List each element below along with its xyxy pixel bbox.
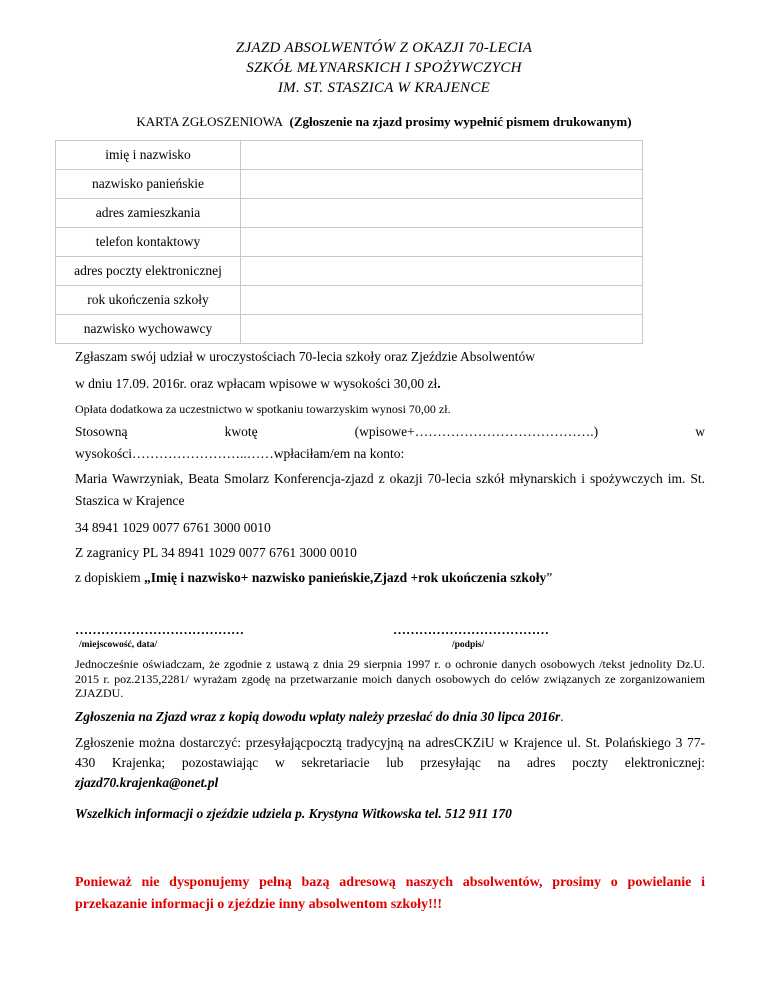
payment-note bbox=[75, 570, 705, 586]
delivery-text: Zgłoszenie można dostarczyć: przesyłającpocztą tradycyjną na adresCKZiU w Krajence ul. St. Polańskiego 3 77-430 Krajenka; pozostawiając w sekretariacie lub przesyłając na adres poczty elektronicznej: bbox=[75, 735, 705, 770]
form-field-input[interactable] bbox=[241, 286, 643, 315]
form-field-input[interactable] bbox=[241, 170, 643, 199]
form-field-input[interactable] bbox=[241, 257, 643, 286]
bank-account: 34 8941 1029 0077 6761 3000 0010 bbox=[75, 520, 271, 535]
amount-word-1: Stosowną bbox=[75, 424, 128, 439]
amount-line-2: wysokości……………………..……wpłaciłam/em na konto: bbox=[75, 446, 405, 461]
bank-account-foreign: Z zagranicy PL 34 8941 1029 0077 6761 3000 0010 bbox=[75, 545, 357, 560]
form-field-label: nazwisko panieńskie bbox=[56, 170, 241, 199]
form-title-text: KARTA ZGŁOSZENIOWA bbox=[136, 114, 283, 129]
delivery-info bbox=[75, 733, 705, 793]
payment-note-bold: „Imię i nazwisko+ nazwisko panieńskie,Zjazd +rok ukończenia szkoły bbox=[144, 570, 547, 585]
payment-note-suffix: ” bbox=[546, 570, 553, 585]
form-field-input[interactable] bbox=[241, 228, 643, 257]
declaration-period: . bbox=[437, 376, 441, 391]
header-line-2: SZKÓŁ MŁYNARSKICH I SPOŻYWCZYCH bbox=[246, 60, 522, 76]
amount-word-2: kwotę bbox=[224, 424, 258, 439]
form-field-input[interactable] bbox=[241, 315, 643, 344]
declaration-line-2 bbox=[75, 376, 705, 392]
header-line-3: IM. ST. STASZICA W KRAJENCE bbox=[277, 80, 491, 96]
deadline-period: . bbox=[560, 709, 564, 724]
form-field-label: adres zamieszkania bbox=[56, 199, 241, 228]
form-field-label: telefon kontaktowy bbox=[56, 228, 241, 257]
form-title bbox=[0, 114, 768, 130]
contact-email[interactable]: zjazd70.krajenka@onet.pl bbox=[75, 775, 219, 790]
form-row bbox=[56, 228, 643, 257]
amount-line-1 bbox=[75, 424, 705, 440]
amount-word-3: (wpisowe+………………………………….) bbox=[354, 424, 599, 439]
place-date-field[interactable]: ………………………………… bbox=[75, 622, 244, 637]
form-field-label: imię i nazwisko bbox=[56, 141, 241, 170]
form-title-note: (Zgłoszenie na zjazd prosimy wypełnić pismem drukowanym) bbox=[289, 114, 632, 129]
declaration-line-2-text: w dniu 17.09. 2016r. oraz wpłacam wpisowe w wysokości 30,00 zł bbox=[75, 376, 438, 391]
registration-table bbox=[55, 140, 643, 344]
payment-note-prefix: z dopiskiem bbox=[75, 570, 144, 585]
place-date-caption: /miejscowość, data/ bbox=[79, 640, 158, 650]
form-row bbox=[56, 286, 643, 315]
recipient: Maria Wawrzyniak, Beata Smolarz Konferencja-zjazd z okazji 70-lecia szkół młynarskich i spożywczych im. St. Staszica w Krajence bbox=[75, 471, 705, 508]
form-field-label: nazwisko wychowawcy bbox=[56, 315, 241, 344]
header-line-1: ZJAZD ABSOLWENTÓW Z OKAZJI 70-LECIA bbox=[235, 40, 533, 56]
form-row bbox=[56, 170, 643, 199]
deadline-note bbox=[75, 709, 705, 725]
data-consent: Jednocześnie oświadczam, że zgodnie z ustawą z dnia 29 sierpnia 1997 r. o ochronie danych osobowych /tekst jednolity Dz.U. 2015 r. poz.2135,2281/ wyrażam zgodę na przetwarzanie moich danych osobowych do celów związanych ze zorganizowaniem ZJAZDU. bbox=[75, 657, 705, 700]
form-row bbox=[56, 257, 643, 286]
signature-caption: /podpis/ bbox=[452, 640, 485, 650]
document-header bbox=[0, 38, 768, 98]
appeal-note: Ponieważ nie dysponujemy pełną bazą adresową naszych absolwentów, prosimy o powielanie i przekazanie informacji o zjeździe inny absolwentom szkoły!!! bbox=[75, 875, 705, 912]
form-field-label: adres poczty elektronicznej bbox=[56, 257, 241, 286]
contact-info bbox=[75, 806, 705, 822]
amount-word-4: w bbox=[695, 424, 705, 439]
form-row bbox=[56, 141, 643, 170]
fee-note: Opłata dodatkowa za uczestnictwo w spotkaniu towarzyskim wynosi 70,00 zł. bbox=[75, 402, 451, 416]
form-row bbox=[56, 199, 643, 228]
form-field-label: rok ukończenia szkoły bbox=[56, 286, 241, 315]
declaration-line-1: Zgłaszam swój udział w uroczystościach 70-lecia szkoły oraz Zjeździe Absolwentów bbox=[75, 349, 535, 364]
signature-field[interactable]: ……………………………… bbox=[393, 622, 549, 637]
deadline-text: Zgłoszenia na Zjazd wraz z kopią dowodu wpłaty należy przesłać do dnia 30 lipca 2016r bbox=[75, 709, 561, 724]
form-row bbox=[56, 315, 643, 344]
form-field-input[interactable] bbox=[241, 199, 643, 228]
contact-info-text: Wszelkich informacji o zjeździe udziela p. Krystyna Witkowska tel. 512 911 170 bbox=[75, 806, 512, 821]
form-field-input[interactable] bbox=[241, 141, 643, 170]
